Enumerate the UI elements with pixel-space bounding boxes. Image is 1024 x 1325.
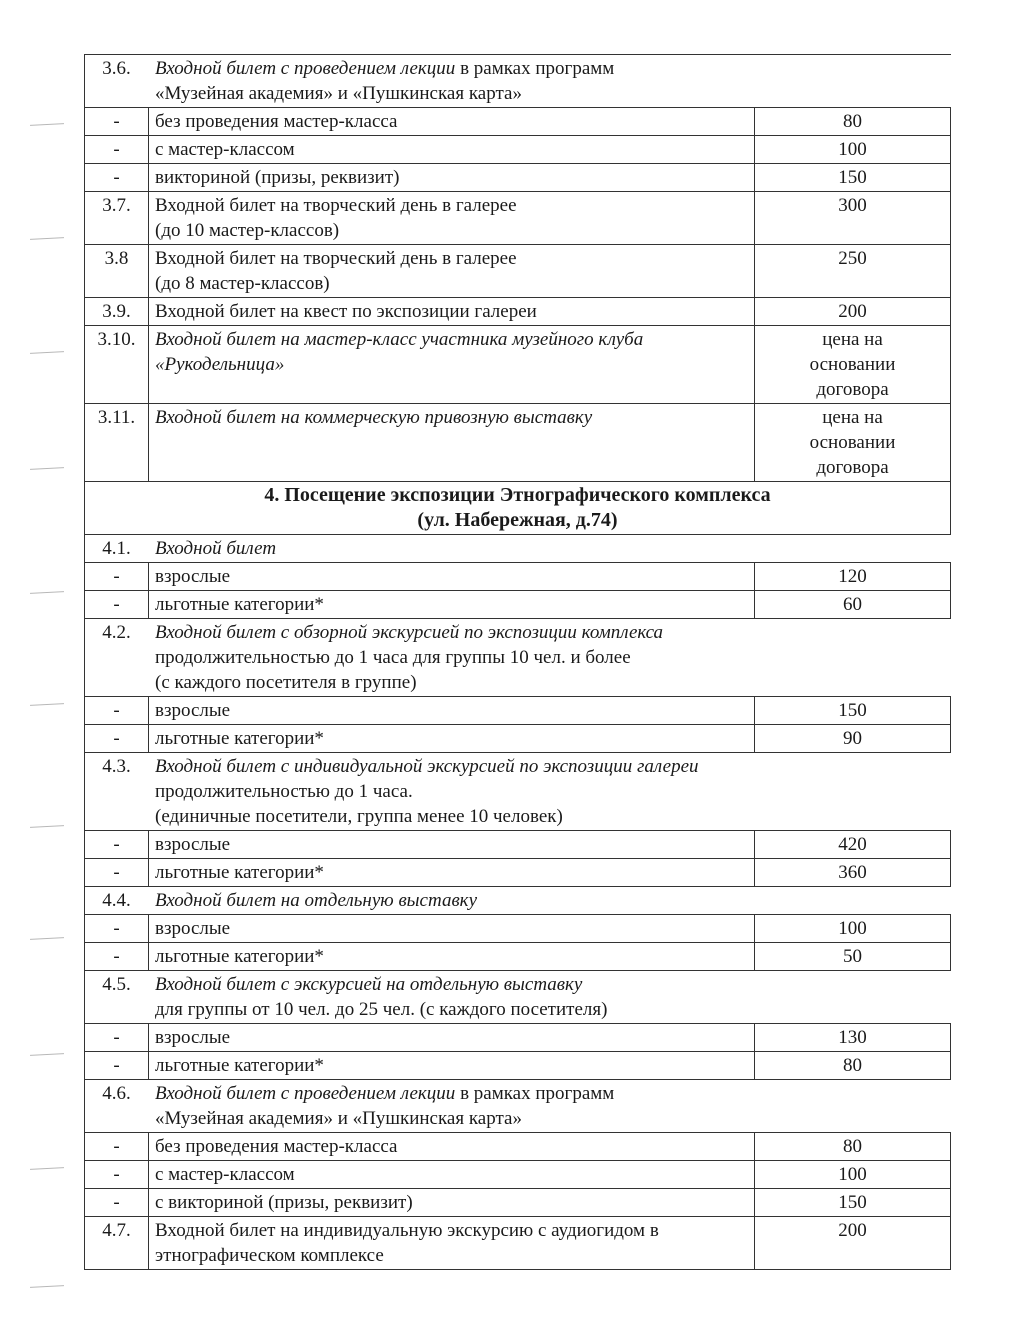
item-number: 3.7. bbox=[85, 192, 149, 245]
item-number: 4.3. bbox=[85, 753, 149, 831]
table-row bbox=[85, 859, 951, 887]
price-table bbox=[84, 54, 951, 1270]
table-row bbox=[85, 753, 951, 831]
table-row bbox=[85, 192, 951, 245]
scan-artifact bbox=[30, 703, 64, 706]
item-number: 4.1. bbox=[85, 535, 149, 563]
item-description bbox=[149, 1217, 755, 1270]
item-price: 50 bbox=[755, 943, 951, 971]
table-row bbox=[85, 1217, 951, 1270]
item-number: 4.2. bbox=[85, 619, 149, 697]
item-price: 90 bbox=[755, 725, 951, 753]
item-description bbox=[149, 971, 755, 1024]
item-description bbox=[149, 1161, 755, 1189]
item-description bbox=[149, 404, 755, 482]
item-description bbox=[149, 108, 755, 136]
table-row bbox=[85, 535, 951, 563]
table-row bbox=[85, 697, 951, 725]
table-row bbox=[85, 915, 951, 943]
table-row bbox=[85, 404, 951, 482]
item-description bbox=[149, 563, 755, 591]
scan-artifact bbox=[30, 467, 64, 470]
table-row bbox=[85, 245, 951, 298]
item-price: 300 bbox=[755, 192, 951, 245]
item-price: 360 bbox=[755, 859, 951, 887]
description-text: Входной билет на индивидуальную экскурсию с аудиогидом в этнографическом комплексе bbox=[155, 1220, 659, 1266]
item-price: 150 bbox=[755, 697, 951, 725]
item-number: - bbox=[85, 859, 149, 887]
table-row bbox=[85, 298, 951, 326]
item-number: - bbox=[85, 164, 149, 192]
description-text: Входной билет на квест по экспозиции галереи bbox=[155, 301, 537, 322]
table-row bbox=[85, 164, 951, 192]
item-description bbox=[149, 725, 755, 753]
item-description bbox=[149, 915, 755, 943]
table-row bbox=[85, 136, 951, 164]
section-title: 4. Посещение экспозиции Этнографического комплекса (ул. Набережная, д.74) bbox=[85, 482, 951, 535]
item-price: 80 bbox=[755, 108, 951, 136]
item-price: цена на основании договора bbox=[755, 326, 951, 404]
description-text: Входной билет на коммерческую привозную выставку bbox=[155, 407, 593, 428]
item-description bbox=[149, 1024, 755, 1052]
item-price: 150 bbox=[755, 1189, 951, 1217]
item-number: - bbox=[85, 563, 149, 591]
item-price bbox=[755, 753, 951, 831]
item-price: 60 bbox=[755, 591, 951, 619]
scan-artifact bbox=[30, 123, 64, 126]
item-description bbox=[149, 591, 755, 619]
scan-artifact bbox=[30, 937, 64, 940]
scan-artifact bbox=[30, 351, 64, 354]
item-description bbox=[149, 136, 755, 164]
description-text: льготные категории* bbox=[155, 862, 324, 883]
description-text: взрослые bbox=[155, 566, 231, 587]
table-row bbox=[85, 831, 951, 859]
item-number: 4.5. bbox=[85, 971, 149, 1024]
item-description bbox=[149, 943, 755, 971]
price-table-body bbox=[85, 55, 951, 1270]
description-text: льготные категории* bbox=[155, 594, 324, 615]
item-description bbox=[149, 245, 755, 298]
item-number: 3.6. bbox=[85, 55, 149, 108]
description-text: с викториной (призы, реквизит) bbox=[155, 1192, 413, 1213]
item-number: - bbox=[85, 943, 149, 971]
table-row bbox=[85, 1080, 951, 1133]
item-description bbox=[149, 535, 755, 563]
table-row bbox=[85, 1052, 951, 1080]
description-text: взрослые bbox=[155, 834, 231, 855]
description-text: Входной билет на отдельную выставку bbox=[155, 890, 478, 911]
description-text: льготные категории* bbox=[155, 946, 324, 967]
item-price: 120 bbox=[755, 563, 951, 591]
scan-artifact bbox=[30, 1167, 64, 1170]
item-description bbox=[149, 619, 755, 697]
item-price bbox=[755, 55, 951, 108]
item-price: 100 bbox=[755, 1161, 951, 1189]
description-text: в рамках программ «Музейная академия» и «Пушкинская карта» bbox=[155, 1083, 615, 1129]
description-text: взрослые bbox=[155, 700, 231, 721]
item-price bbox=[755, 1080, 951, 1133]
table-row bbox=[85, 887, 951, 915]
table-row bbox=[85, 326, 951, 404]
item-number: 3.10. bbox=[85, 326, 149, 404]
item-number: - bbox=[85, 1024, 149, 1052]
scan-artifact bbox=[30, 591, 64, 594]
scan-artifact bbox=[30, 237, 64, 240]
item-number: - bbox=[85, 831, 149, 859]
description-text: Входной билет на мастер-класс участника музейного клуба «Рукодельница» bbox=[155, 329, 644, 375]
item-number: 3.8 bbox=[85, 245, 149, 298]
section-header-row bbox=[85, 482, 951, 535]
item-price: 150 bbox=[755, 164, 951, 192]
item-price: цена на основании договора bbox=[755, 404, 951, 482]
item-number: 3.11. bbox=[85, 404, 149, 482]
item-description bbox=[149, 164, 755, 192]
item-number: - bbox=[85, 136, 149, 164]
table-row bbox=[85, 563, 951, 591]
table-row bbox=[85, 55, 951, 108]
item-number: 3.9. bbox=[85, 298, 149, 326]
table-row bbox=[85, 1133, 951, 1161]
description-text: Входной билет на творческий день в галерее (до 8 мастер-классов) bbox=[155, 248, 517, 294]
table-row bbox=[85, 619, 951, 697]
description-text: взрослые bbox=[155, 918, 231, 939]
item-number: - bbox=[85, 697, 149, 725]
item-description bbox=[149, 1189, 755, 1217]
description-text: с мастер-классом bbox=[155, 1164, 295, 1185]
table-row bbox=[85, 108, 951, 136]
description-text: с мастер-классом bbox=[155, 139, 295, 160]
scan-artifact bbox=[30, 1285, 64, 1288]
description-text: для группы от 10 чел. до 25 чел. (с каждого посетителя) bbox=[155, 999, 608, 1020]
item-description bbox=[149, 859, 755, 887]
item-price: 100 bbox=[755, 136, 951, 164]
table-row bbox=[85, 591, 951, 619]
item-number: 4.6. bbox=[85, 1080, 149, 1133]
item-number: - bbox=[85, 108, 149, 136]
item-number: - bbox=[85, 725, 149, 753]
item-description bbox=[149, 831, 755, 859]
scan-artifact bbox=[30, 1053, 64, 1056]
item-price: 420 bbox=[755, 831, 951, 859]
table-row bbox=[85, 1161, 951, 1189]
item-number: - bbox=[85, 1052, 149, 1080]
item-price bbox=[755, 887, 951, 915]
item-description bbox=[149, 1133, 755, 1161]
item-description bbox=[149, 298, 755, 326]
item-description bbox=[149, 697, 755, 725]
description-text: продолжительностью до 1 часа для группы 10 чел. и более (с каждого посетителя в группе) bbox=[155, 647, 631, 693]
description-text: Входной билет с обзорной экскурсией по экспозиции комплекса bbox=[155, 622, 664, 643]
description-text: Входной билет bbox=[155, 538, 277, 559]
item-number: 4.7. bbox=[85, 1217, 149, 1270]
item-price bbox=[755, 619, 951, 697]
item-description bbox=[149, 753, 755, 831]
item-description bbox=[149, 326, 755, 404]
description-text: льготные категории* bbox=[155, 1055, 324, 1076]
item-price bbox=[755, 971, 951, 1024]
item-price: 200 bbox=[755, 298, 951, 326]
item-price: 100 bbox=[755, 915, 951, 943]
table-row bbox=[85, 971, 951, 1024]
item-number: - bbox=[85, 1133, 149, 1161]
table-row bbox=[85, 725, 951, 753]
item-price: 80 bbox=[755, 1052, 951, 1080]
table-row bbox=[85, 1189, 951, 1217]
item-price: 80 bbox=[755, 1133, 951, 1161]
description-text: Входной билет с индивидуальной экскурсией по экспозиции галереи bbox=[155, 756, 699, 777]
table-row bbox=[85, 1024, 951, 1052]
item-description bbox=[149, 1080, 755, 1133]
description-text: взрослые bbox=[155, 1027, 231, 1048]
item-description bbox=[149, 1052, 755, 1080]
item-price: 130 bbox=[755, 1024, 951, 1052]
description-text: без проведения мастер-класса bbox=[155, 111, 398, 132]
description-text: Входной билет с проведением лекции bbox=[155, 1083, 456, 1104]
description-text: Входной билет с проведением лекции bbox=[155, 58, 456, 79]
description-text: Входной билет на творческий день в галерее (до 10 мастер-классов) bbox=[155, 195, 517, 241]
item-number: - bbox=[85, 591, 149, 619]
item-price: 250 bbox=[755, 245, 951, 298]
description-text: продолжительностью до 1 часа. (единичные посетители, группа менее 10 человек) bbox=[155, 781, 563, 827]
item-description bbox=[149, 192, 755, 245]
item-number: 4.4. bbox=[85, 887, 149, 915]
description-text: льготные категории* bbox=[155, 728, 324, 749]
item-price: 200 bbox=[755, 1217, 951, 1270]
item-description bbox=[149, 887, 755, 915]
description-text: викториной (призы, реквизит) bbox=[155, 167, 400, 188]
description-text: без проведения мастер-класса bbox=[155, 1136, 398, 1157]
description-text: Входной билет с экскурсией на отдельную выставку bbox=[155, 974, 583, 995]
item-number: - bbox=[85, 1189, 149, 1217]
item-price bbox=[755, 535, 951, 563]
description-text: в рамках программ «Музейная академия» и «Пушкинская карта» bbox=[155, 58, 615, 104]
table-row bbox=[85, 943, 951, 971]
scan-artifact bbox=[30, 825, 64, 828]
item-number: - bbox=[85, 915, 149, 943]
item-number: - bbox=[85, 1161, 149, 1189]
item-description bbox=[149, 55, 755, 108]
